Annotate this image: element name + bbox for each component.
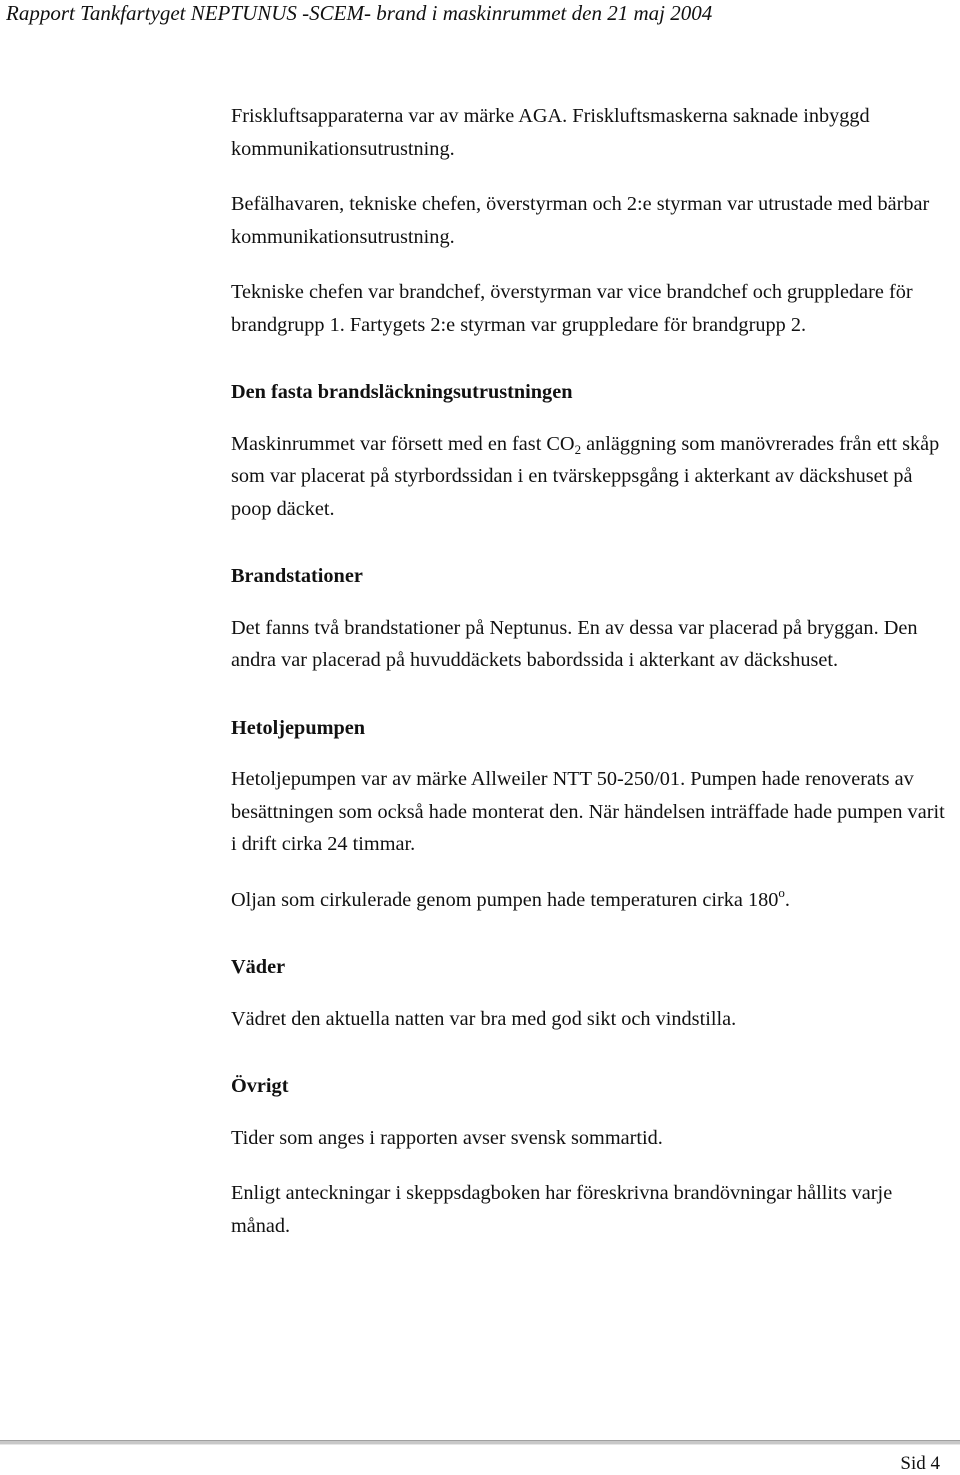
temperature-text-after: .	[784, 888, 790, 911]
co2-text-before: Maskinrummet var försett med en fast CO	[231, 432, 575, 455]
footer-divider	[0, 1440, 960, 1445]
degree-superscript: o	[778, 884, 785, 900]
paragraph-fixed-extinguishing	[231, 428, 946, 526]
paragraph-weather: Vädret den aktuella natten var bra med god sikt och vindstilla.	[231, 1007, 737, 1030]
heading-weather: Väder	[231, 956, 286, 978]
heading-other: Övrigt	[231, 1075, 289, 1097]
paragraph-hot-oil-pump: Hetoljepumpen var av märke Allweiler NTT 50-250/01. Pumpen hade renoverats av besättningen som också hade monterat den. När händelsen inträffade hade pumpen varit i drift cirka 24 timmar.	[231, 768, 945, 855]
paragraph-fire-stations: Det fanns två brandstationer på Neptunus. En av dessa var placerad på bryggan. Den andra var placerad på huvuddäckets babordssida i akterkant av däckshuset.	[231, 616, 918, 671]
paragraph-fire-drills: Enligt anteckningar i skeppsdagboken har föreskrivna brandövningar hållits varje månad.	[231, 1182, 893, 1237]
heading-fire-stations: Brandstationer	[231, 565, 363, 587]
co2-subscript: 2	[574, 441, 582, 457]
temperature-text-before: Oljan som cirkulerade genom pumpen hade temperaturen cirka 180	[231, 888, 779, 911]
heading-fixed-extinguishing: Den fasta brandsläckningsutrustningen	[231, 381, 573, 403]
paragraph-breathing-apparatus: Friskluftsapparaterna var av märke AGA. Friskluftsmaskerna saknade inbyggd kommunikationsutrustning.	[231, 105, 870, 160]
co2-text-after: anläggning som manövrerades från ett skåp som var placerat på styrbordssidan i en tvärskeppsgång i akterkant av däckshuset på poop däcket.	[231, 432, 940, 520]
paragraph-time-zone: Tider som anges i rapporten avser svensk sommartid.	[231, 1126, 663, 1149]
paragraph-oil-temperature	[231, 884, 946, 917]
report-header-title: Rapport Tankfartyget NEPTUNUS -SCEM- brand i maskinrummet den 21 maj 2004	[6, 1, 713, 25]
paragraph-communication-equipment: Befälhavaren, tekniske chefen, överstyrman och 2:e styrman var utrustade med bärbar kommunikationsutrustning.	[231, 193, 930, 248]
document-body	[231, 100, 946, 1242]
paragraph-fire-organisation: Tekniske chefen var brandchef, överstyrman var vice brandchef och gruppledare för brandgrupp 1. Fartygets 2:e styrman var gruppledare för brandgrupp 2.	[231, 281, 913, 336]
page-number: Sid 4	[900, 1453, 940, 1474]
heading-hot-oil-pump: Hetoljepumpen	[231, 716, 366, 739]
